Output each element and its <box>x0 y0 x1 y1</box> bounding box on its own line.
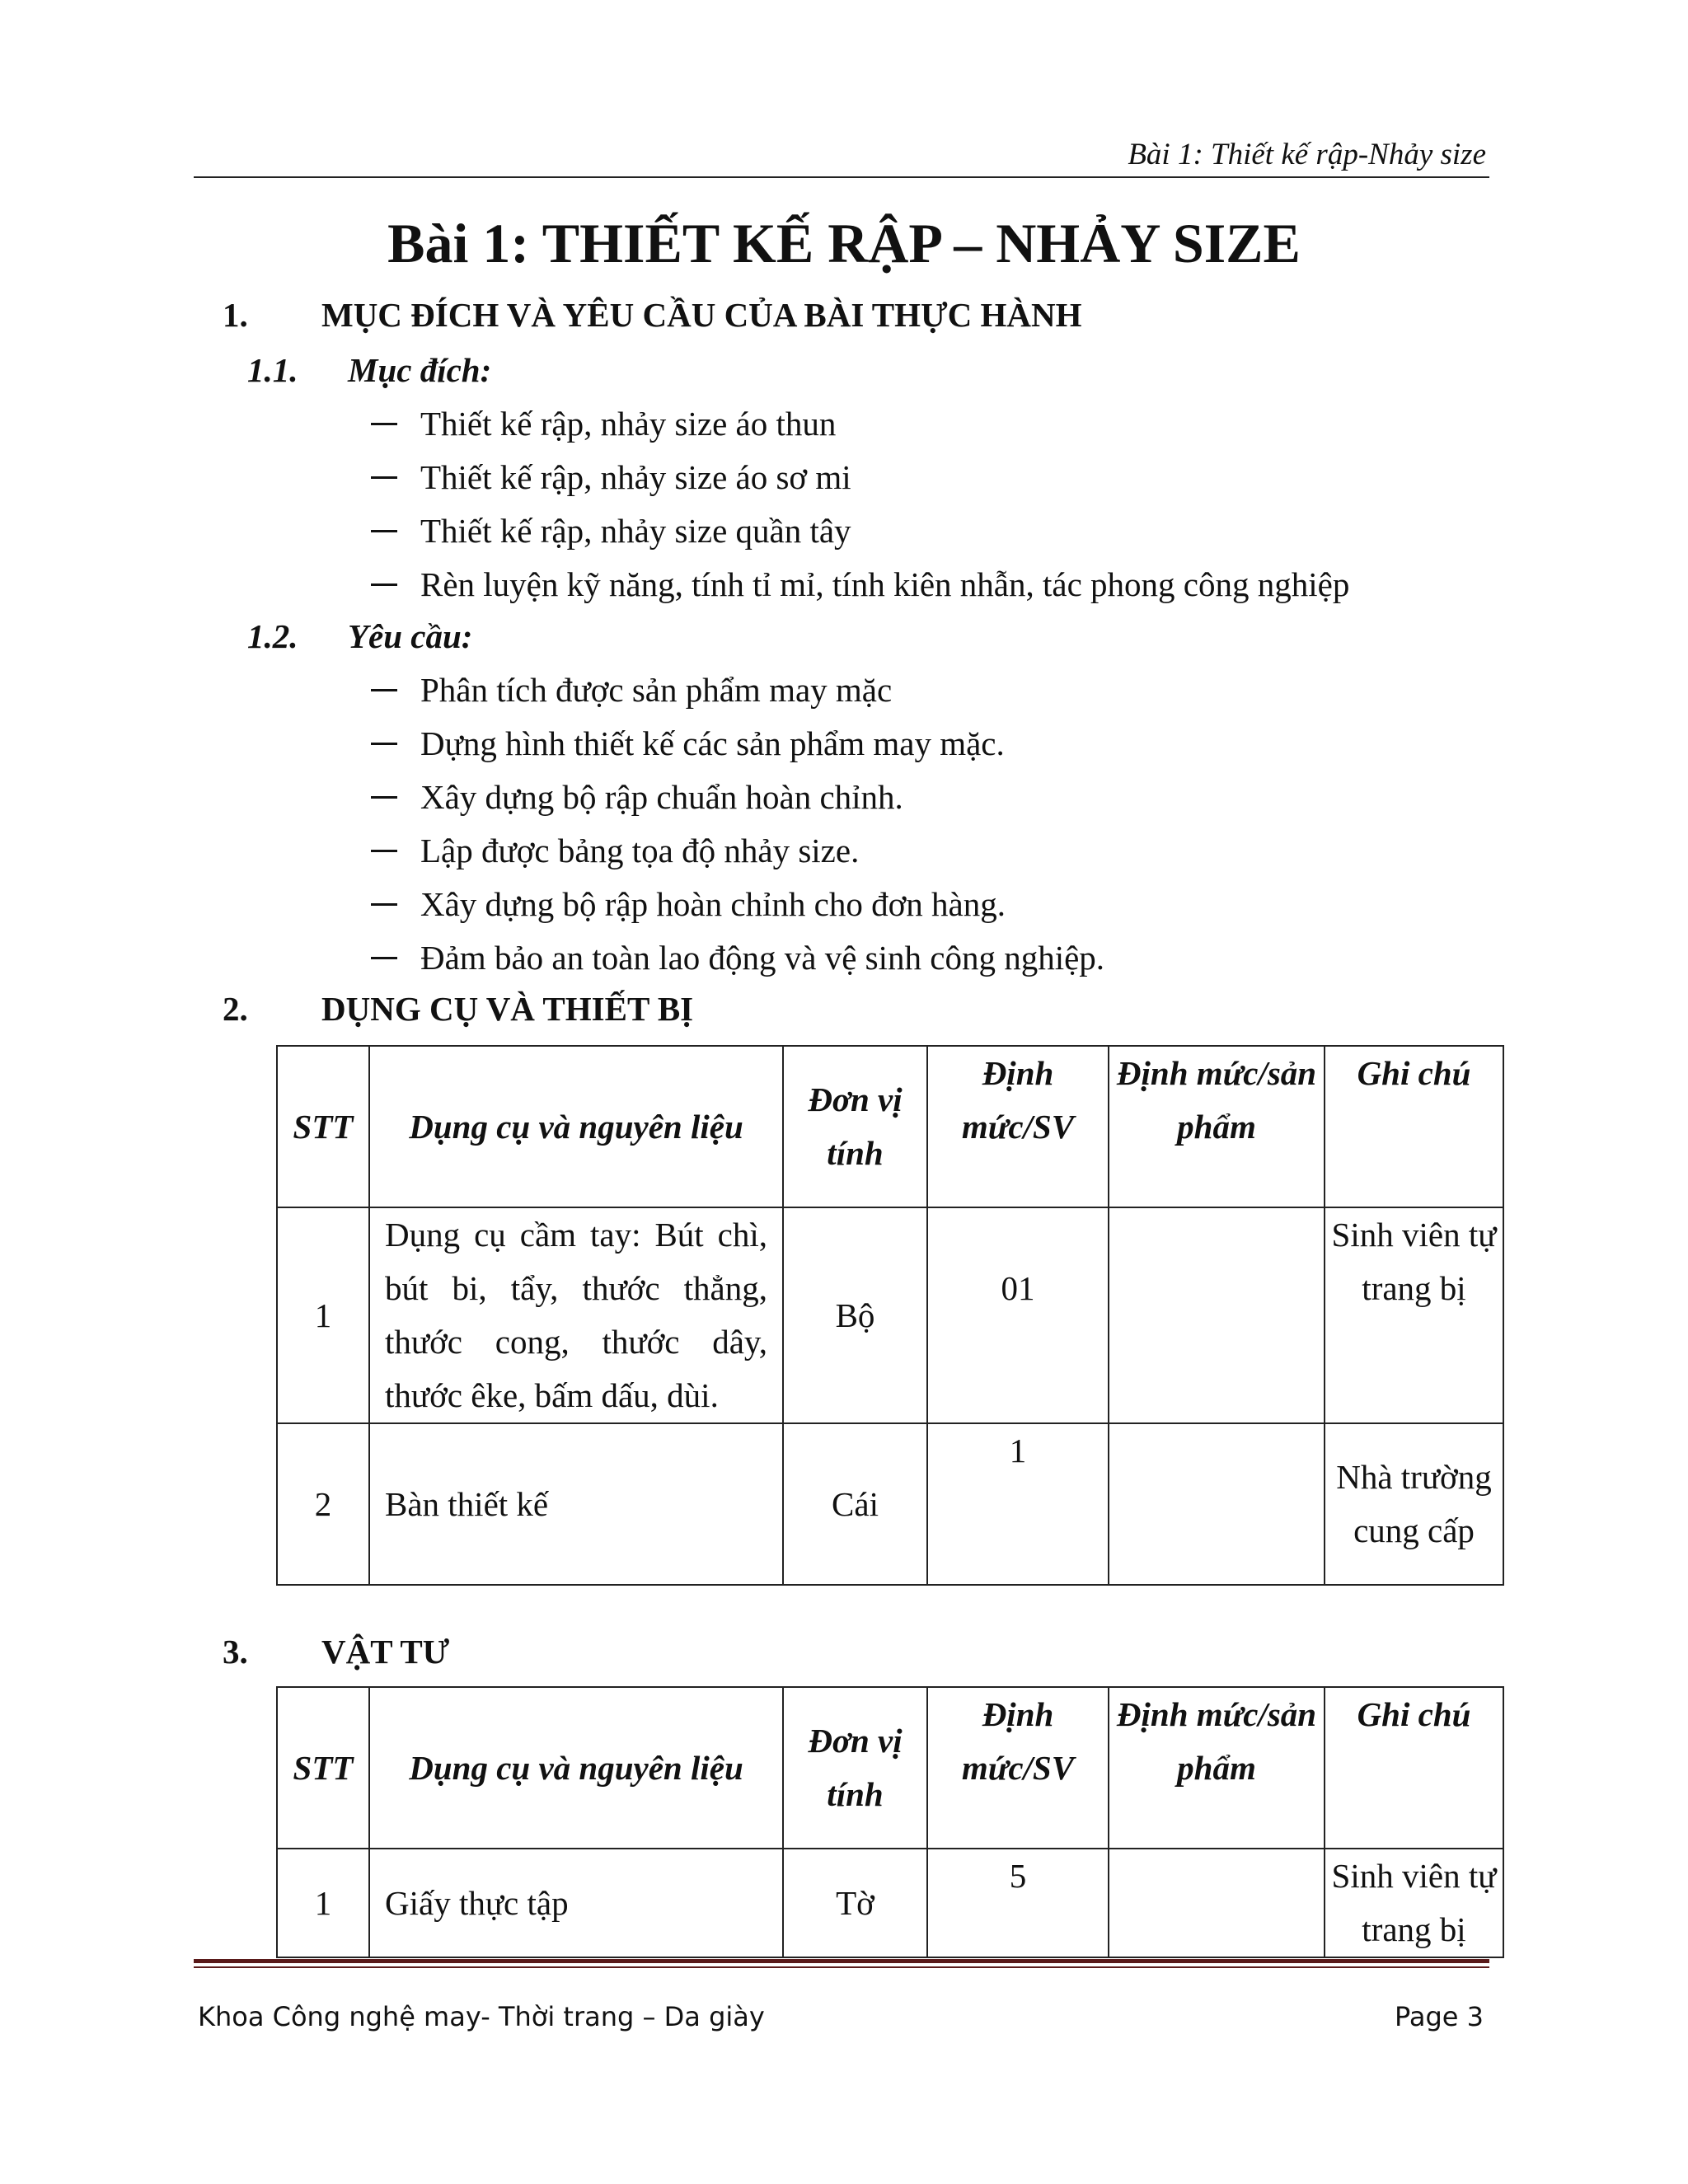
purpose-list <box>371 397 1349 612</box>
table-row <box>277 1849 1503 1957</box>
cell-unit: Cái <box>783 1423 927 1585</box>
footer-rule <box>194 1959 1489 1963</box>
table-row <box>277 1423 1503 1585</box>
table-header-row <box>277 1687 1503 1849</box>
cell-norm-per-student: 01 <box>927 1207 1109 1423</box>
cell-note: Nhà trường cung cấp <box>1325 1423 1503 1585</box>
header-cell-name: Dụng cụ và nguyên liệu <box>369 1687 783 1849</box>
list-item: Thiết kế rập, nhảy size áo thun <box>371 397 1349 451</box>
footer-department: Khoa Công nghệ may- Thời trang – Da giày <box>198 2001 765 2032</box>
subsection-title: Yêu cầu: <box>348 617 473 655</box>
dash-bullet-icon <box>371 476 397 479</box>
cell-name: Dụng cụ cầm tay: Bút chì, bút bi, tẩy, thước thẳng, thước cong, thước dây, thước êke, bấm dấu, dùi. <box>369 1207 783 1423</box>
list-item: Xây dựng bộ rập hoàn chỉnh cho đơn hàng. <box>371 878 1104 931</box>
page-number: Page 3 <box>1395 2001 1484 2032</box>
cell-unit: Bộ <box>783 1207 927 1423</box>
cell-norm-per-student: 1 <box>927 1423 1109 1585</box>
section-number: 2. <box>223 990 248 1028</box>
cell-note: Sinh viên tự trang bị <box>1325 1207 1503 1423</box>
table-header-row <box>277 1046 1503 1207</box>
section-number: 1. <box>223 296 248 334</box>
dash-bullet-icon <box>371 423 397 425</box>
dash-bullet-icon <box>371 530 397 532</box>
dash-bullet-icon <box>371 743 397 745</box>
header-cell-norm-per-product: Định mức/sản phẩm <box>1109 1687 1325 1849</box>
list-item: Đảm bảo an toàn lao động và vệ sinh công nghiệp. <box>371 931 1104 985</box>
table-row <box>277 1207 1503 1423</box>
list-item: Rèn luyện kỹ năng, tính tỉ mỉ, tính kiên nhẫn, tác phong công nghiệp <box>371 558 1349 612</box>
section-title: MỤC ĐÍCH VÀ YÊU CẦU CỦA BÀI THỰC HÀNH <box>321 296 1082 334</box>
header-cell-note: Ghi chú <box>1325 1046 1503 1207</box>
materials-table <box>276 1686 1504 1958</box>
cell-name: Bàn thiết kế <box>369 1423 783 1585</box>
header-cell-note: Ghi chú <box>1325 1687 1503 1849</box>
header-cell-norm-per-student: Định mức/SV <box>927 1046 1109 1207</box>
list-item: Phân tích được sản phẩm may mặc <box>371 663 1104 717</box>
subsection-number: 1.1. <box>247 351 298 389</box>
dash-bullet-icon <box>371 583 397 586</box>
running-header: Bài 1: Thiết kế rập-Nhảy size <box>1128 138 1486 171</box>
cell-stt: 1 <box>277 1207 369 1423</box>
subsection-number: 1.2. <box>247 617 298 655</box>
cell-unit: Tờ <box>783 1849 927 1957</box>
equipment-table <box>276 1045 1504 1586</box>
header-cell-unit: Đơn vị tính <box>783 1687 927 1849</box>
header-cell-stt: STT <box>277 1687 369 1849</box>
list-item: Thiết kế rập, nhảy size áo sơ mi <box>371 451 1349 504</box>
cell-norm-per-product <box>1109 1423 1325 1585</box>
header-cell-norm-per-student: Định mức/SV <box>927 1687 1109 1849</box>
requirements-list <box>371 663 1104 985</box>
dash-bullet-icon <box>371 957 397 959</box>
subsection-title: Mục đích: <box>348 351 492 389</box>
footer-rule-thin <box>194 1966 1489 1968</box>
cell-stt: 1 <box>277 1849 369 1957</box>
cell-norm-per-student: 5 <box>927 1849 1109 1957</box>
header-cell-name: Dụng cụ và nguyên liệu <box>369 1046 783 1207</box>
cell-note: Sinh viên tự trang bị <box>1325 1849 1503 1957</box>
header-rule <box>194 176 1489 178</box>
list-item: Xây dựng bộ rập chuẩn hoàn chỉnh. <box>371 771 1104 824</box>
dash-bullet-icon <box>371 903 397 906</box>
dash-bullet-icon <box>371 689 397 691</box>
cell-stt: 2 <box>277 1423 369 1585</box>
dash-bullet-icon <box>371 796 397 799</box>
dash-bullet-icon <box>371 850 397 852</box>
header-cell-norm-per-product: Định mức/sản phẩm <box>1109 1046 1325 1207</box>
list-item: Thiết kế rập, nhảy size quần tây <box>371 504 1349 558</box>
section-title: DỤNG CỤ VÀ THIẾT BỊ <box>321 990 694 1028</box>
section-number: 3. <box>223 1633 248 1671</box>
header-cell-stt: STT <box>277 1046 369 1207</box>
cell-norm-per-product <box>1109 1849 1325 1957</box>
list-item: Dựng hình thiết kế các sản phẩm may mặc. <box>371 717 1104 771</box>
section-title: VẬT TƯ <box>321 1633 450 1671</box>
cell-norm-per-product <box>1109 1207 1325 1423</box>
page-title: Bài 1: THIẾT KẾ RẬP – NHẢY SIZE <box>387 212 1301 274</box>
header-cell-unit: Đơn vị tính <box>783 1046 927 1207</box>
cell-name: Giấy thực tập <box>369 1849 783 1957</box>
list-item: Lập được bảng tọa độ nhảy size. <box>371 824 1104 878</box>
